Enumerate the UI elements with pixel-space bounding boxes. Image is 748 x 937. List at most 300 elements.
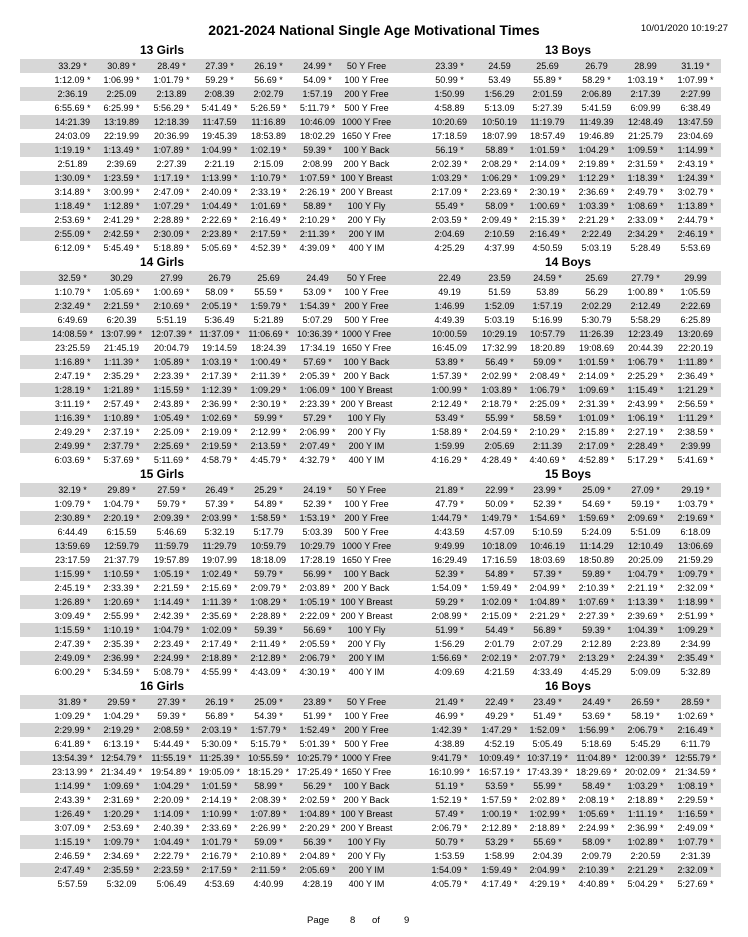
girls-time-cell: 54.39 * <box>254 711 283 721</box>
girls-time-cell: 2:14.19 * <box>201 795 238 805</box>
boys-time-cell: 1:56.29 <box>484 89 515 99</box>
event-name: 100 Y Free <box>344 75 389 85</box>
girls-time-cell: 2:30.89 * <box>54 513 91 523</box>
girls-time-cell: 1:15.59 * <box>153 385 190 395</box>
boys-time-cell: 2:28.49 * <box>627 441 664 451</box>
boys-time-cell: 1:03.39 * <box>578 201 615 211</box>
girls-time-cell: 2:49.99 * <box>54 441 91 451</box>
girls-time-cell: 1:12.39 * <box>201 385 238 395</box>
boys-time-cell: 27.79 * <box>631 273 660 283</box>
event-name: 50 Y Free <box>346 61 387 71</box>
girls-time-cell: 1:09.29 * <box>54 711 91 721</box>
girls-time-cell: 1:16.89 * <box>54 357 91 367</box>
boys-time-cell: 2:31.59 * <box>627 159 664 169</box>
girls-time-cell: 59.39 * <box>157 711 186 721</box>
boys-time-cell: 58.89 * <box>485 145 514 155</box>
boys-time-cell: 4:52.19 <box>484 739 515 749</box>
girls-time-cell: 30.29 <box>110 273 133 283</box>
event-name: 100 Y Breast <box>340 173 393 183</box>
time-standard-row <box>20 199 721 213</box>
event-name: 200 Y Breast <box>340 611 393 621</box>
girls-time-cell: 23.89 * <box>303 697 332 707</box>
girls-time-cell: 56.29 * <box>303 781 332 791</box>
girls-time-cell: 1:57.79 * <box>250 725 287 735</box>
girls-time-cell: 2:25.09 * <box>153 427 190 437</box>
time-standard-row <box>20 651 721 665</box>
event-name: 500 Y Free <box>344 315 389 325</box>
time-standard-row <box>20 807 721 821</box>
boys-time-cell: 22.49 <box>438 273 461 283</box>
boys-time-cell: 1:21.29 * <box>677 385 714 395</box>
boys-time-cell: 2:08.29 * <box>481 159 518 169</box>
girls-time-cell: 2:11.39 * <box>299 229 336 239</box>
girls-time-cell: 56.69 * <box>303 625 332 635</box>
girls-time-cell: 11:47.59 <box>202 117 237 127</box>
girls-time-cell: 13:54.39 * <box>51 753 94 763</box>
girls-time-cell: 2:21.19 <box>204 159 235 169</box>
girls-time-cell: 58.09 * <box>205 287 234 297</box>
girls-time-cell: 1:09.69 * <box>103 781 140 791</box>
girls-time-cell: 6:44.49 <box>57 527 88 537</box>
boys-time-cell: 2:14.09 * <box>529 159 566 169</box>
boys-time-cell: 2:15.39 * <box>529 215 566 225</box>
girls-time-cell: 2:11.49 * <box>250 639 287 649</box>
boys-time-cell: 5:41.59 <box>581 103 612 113</box>
boys-time-cell: 1:58.99 <box>484 851 515 861</box>
boys-time-cell: 22.49 * <box>485 697 514 707</box>
boys-time-cell: 1:59.49 * <box>481 865 518 875</box>
boys-time-cell: 21.49 * <box>435 697 464 707</box>
girls-time-cell: 1:09.79 * <box>103 837 140 847</box>
time-standard-row <box>20 497 721 511</box>
boys-time-cell: 50.99 * <box>435 75 464 85</box>
boys-time-cell: 59.19 * <box>631 499 660 509</box>
girls-time-cell: 1:10.79 * <box>250 173 287 183</box>
boys-time-cell: 2:27.99 <box>680 89 711 99</box>
girls-time-cell: 18:15.29 * <box>247 767 290 777</box>
boys-time-cell: 1:49.79 * <box>481 513 518 523</box>
girls-time-cell: 1:16.39 * <box>54 413 91 423</box>
boys-time-cell: 29.19 * <box>681 485 710 495</box>
boys-time-cell: 5:17.29 * <box>627 455 664 465</box>
boys-time-cell: 55.89 * <box>533 75 562 85</box>
time-standard-row <box>20 511 721 525</box>
time-standard-row <box>20 369 721 383</box>
boys-time-cell: 2:21.29 * <box>627 865 664 875</box>
girls-time-cell: 2:17.59 * <box>201 865 238 875</box>
girls-time-cell: 6:03.69 * <box>54 455 91 465</box>
boys-time-cell: 4:09.69 <box>434 667 465 677</box>
girls-time-cell: 5:51.19 <box>156 315 187 325</box>
boys-time-cell: 1:04.79 * <box>627 569 664 579</box>
girls-time-cell: 54.09 * <box>303 75 332 85</box>
boys-time-cell: 1:01.09 * <box>578 413 615 423</box>
boys-time-cell: 59.39 * <box>582 625 611 635</box>
girls-time-cell: 13:07.99 * <box>100 329 143 339</box>
girls-time-cell: 5:08.79 * <box>153 667 190 677</box>
girls-time-cell: 2:05.59 * <box>299 639 336 649</box>
boys-time-cell: 12:23.49 <box>627 329 664 339</box>
girls-time-cell: 26.79 <box>208 273 231 283</box>
girls-time-cell: 11:06.69 * <box>248 329 289 339</box>
time-standard-row <box>20 863 721 877</box>
boys-time-cell: 1:08.19 * <box>677 781 714 791</box>
boys-time-cell: 1:14.99 * <box>677 145 714 155</box>
boys-time-cell: 2:36.69 * <box>578 187 615 197</box>
boys-time-cell: 2:49.79 * <box>627 187 664 197</box>
boys-time-cell: 1:56.99 * <box>578 725 615 735</box>
event-name: 200 Y Free <box>344 89 389 99</box>
event-name: 100 Y Breast <box>340 809 393 819</box>
boys-time-cell: 2:31.39 * <box>578 399 615 409</box>
girls-time-cell: 5:17.79 <box>253 527 284 537</box>
girls-time-cell: 1:00.69 * <box>153 287 190 297</box>
girls-time-cell: 2:07.49 * <box>299 441 336 451</box>
boys-time-cell: 2:32.09 * <box>677 865 714 875</box>
girls-time-cell: 2:09.39 * <box>153 513 190 523</box>
boys-time-cell: 17:18.59 <box>431 131 468 141</box>
time-standard-row <box>20 637 721 651</box>
girls-time-cell: 5:18.89 * <box>153 243 190 253</box>
girls-time-cell: 27.99 <box>160 273 183 283</box>
time-standard-row <box>20 327 721 341</box>
girls-time-cell: 2:49.29 * <box>54 427 91 437</box>
boys-time-cell: 2:24.39 * <box>627 653 664 663</box>
boys-time-cell: 16:10.99 * <box>428 767 471 777</box>
boys-time-cell: 16:57.19 * <box>478 767 521 777</box>
girls-time-cell: 2:29.99 * <box>54 725 91 735</box>
girls-time-cell: 2:27.39 <box>156 159 187 169</box>
girls-time-cell: 27.59 * <box>157 485 186 495</box>
boys-time-cell: 49.29 * <box>485 711 514 721</box>
boys-time-cell: 1:05.59 <box>680 287 711 297</box>
girls-time-cell: 1:04.99 * <box>201 145 238 155</box>
boys-time-cell: 51.99 * <box>435 625 464 635</box>
girls-time-cell: 1:02.19 * <box>250 145 287 155</box>
time-standard-row <box>20 821 721 835</box>
event-name: 400 Y IM <box>348 455 385 465</box>
time-standard-row <box>20 665 721 679</box>
boys-time-cell: 53.49 <box>488 75 511 85</box>
boys-time-cell: 23.39 * <box>435 61 464 71</box>
boys-time-cell: 47.79 * <box>435 499 464 509</box>
girls-time-cell: 1:05.69 * <box>103 287 140 297</box>
girls-time-cell: 4:53.69 <box>204 879 235 889</box>
boys-time-cell: 1:09.69 * <box>578 385 615 395</box>
girls-time-cell: 56.99 * <box>303 569 332 579</box>
boys-time-cell: 55.99 * <box>533 781 562 791</box>
boys-time-cell: 54.89 * <box>485 569 514 579</box>
girls-time-cell: 59.39 * <box>254 625 283 635</box>
girls-time-cell: 19:57.89 <box>153 555 190 565</box>
girls-time-cell: 5:36.49 <box>204 315 235 325</box>
event-name: 200 Y Back <box>343 795 390 805</box>
boys-time-cell: 6:25.89 <box>680 315 711 325</box>
girls-time-cell: 17:34.19 <box>299 343 336 353</box>
girls-time-cell: 2:43.89 * <box>153 399 190 409</box>
boys-time-cell: 2:25.09 * <box>529 399 566 409</box>
boys-time-cell: 9:41.79 * <box>431 753 468 763</box>
boys-time-cell: 46.99 * <box>435 711 464 721</box>
event-name: 100 Y Fly <box>347 625 386 635</box>
girls-time-cell: 29.59 * <box>107 697 136 707</box>
girls-time-cell: 1:04.29 * <box>103 711 140 721</box>
boys-time-cell: 2:16.49 * <box>529 229 566 239</box>
boys-time-cell: 24.59 <box>488 61 511 71</box>
boys-time-cell: 2:08.19 * <box>578 795 615 805</box>
girls-time-cell: 2:37.79 * <box>103 441 140 451</box>
boys-time-cell: 54.69 * <box>582 499 611 509</box>
boys-time-cell: 4:16.29 * <box>431 455 468 465</box>
girls-time-cell: 4:58.79 * <box>201 455 238 465</box>
boys-time-cell: 5:03.19 <box>581 243 612 253</box>
boys-time-cell: 58.29 * <box>582 75 611 85</box>
boys-time-cell: 16:45.09 <box>431 343 468 353</box>
boys-time-cell: 24.49 * <box>582 697 611 707</box>
boys-time-cell: 2:10.39 * <box>578 865 615 875</box>
girls-time-cell: 1:04.79 * <box>103 499 140 509</box>
event-name: 200 Y Back <box>343 159 390 169</box>
girls-time-cell: 4:43.09 * <box>250 667 287 677</box>
girls-time-cell: 56.39 * <box>303 837 332 847</box>
boys-time-cell: 2:34.29 * <box>627 229 664 239</box>
event-name: 100 Y Fly <box>347 837 386 847</box>
girls-time-cell: 21:34.49 * <box>100 767 143 777</box>
time-standard-row <box>20 849 721 863</box>
boys-time-cell: 10:09.49 * <box>478 753 521 763</box>
boys-time-cell: 49.19 <box>438 287 461 297</box>
girls-time-cell: 2:41.29 * <box>103 215 140 225</box>
girls-time-cell: 19:07.99 <box>201 555 238 565</box>
event-name: 200 Y Fly <box>347 639 386 649</box>
time-standard-row <box>20 779 721 793</box>
boys-time-cell: 55.69 * <box>533 837 562 847</box>
event-name: 50 Y Free <box>346 273 387 283</box>
boys-time-cell: 9:49.99 <box>434 541 465 551</box>
girls-time-cell: 6:41.89 * <box>54 739 91 749</box>
boys-time-cell: 13:47.59 <box>677 117 714 127</box>
event-name: 50 Y Free <box>346 485 387 495</box>
boys-time-cell: 2:21.29 * <box>529 611 566 621</box>
event-name: 400 Y IM <box>348 879 385 889</box>
girls-time-cell: 4:28.19 <box>302 879 333 889</box>
girls-time-cell: 2:03.89 * <box>299 583 336 593</box>
boys-time-cell: 50.09 * <box>485 499 514 509</box>
boys-time-cell: 4:38.89 <box>434 739 465 749</box>
girls-time-cell: 2:23.49 * <box>153 639 190 649</box>
boys-time-cell: 12:48.49 <box>627 117 664 127</box>
event-name: 200 Y Fly <box>347 215 386 225</box>
girls-time-cell: 2:20.19 * <box>103 513 140 523</box>
boys-time-cell: 28.59 * <box>681 697 710 707</box>
boys-time-cell: 1:06.79 * <box>627 357 664 367</box>
boys-time-cell: 2:23.69 * <box>481 187 518 197</box>
boys-time-cell: 2:22.49 <box>581 229 612 239</box>
time-standard-row <box>20 425 721 439</box>
boys-time-cell: 2:10.59 <box>484 229 515 239</box>
event-name: 200 Y Breast <box>340 823 393 833</box>
boys-time-cell: 2:02.29 <box>581 301 612 311</box>
girls-time-cell: 59.79 * <box>157 499 186 509</box>
girls-time-cell: 5:34.59 * <box>103 667 140 677</box>
page-title: 2021-2024 National Single Age Motivational Times <box>208 22 540 38</box>
boys-time-cell: 1:02.69 * <box>677 711 714 721</box>
boys-time-cell: 25.69 <box>536 61 559 71</box>
boys-time-cell: 26.59 * <box>631 697 660 707</box>
boys-time-cell: 2:04.99 * <box>529 583 566 593</box>
time-standard-row <box>20 397 721 411</box>
girls-time-cell: 18:24.39 <box>250 343 287 353</box>
boys-time-cell: 10:29.19 <box>481 329 518 339</box>
boys-time-cell: 16:29.49 <box>431 555 468 565</box>
girls-time-cell: 18:53.89 <box>250 131 287 141</box>
boys-time-cell: 2:07.29 <box>532 639 563 649</box>
girls-time-cell: 2:03.99 * <box>201 513 238 523</box>
boys-time-cell: 1:01.59 * <box>578 357 615 367</box>
girls-time-cell: 3:09.49 * <box>54 611 91 621</box>
girls-time-cell: 2:57.49 * <box>103 399 140 409</box>
boys-time-cell: 2:15.09 * <box>481 611 518 621</box>
boys-time-cell: 19:46.89 <box>578 131 615 141</box>
girls-time-cell: 2:35.39 * <box>103 639 140 649</box>
boys-time-cell: 2:17.39 <box>630 89 661 99</box>
boys-time-cell: 5:04.29 * <box>627 879 664 889</box>
boys-time-cell: 21:34.59 * <box>674 767 717 777</box>
boys-time-cell: 53.29 * <box>485 837 514 847</box>
boys-time-cell: 21:59.29 <box>677 555 714 565</box>
girls-time-cell: 2:45.19 * <box>54 583 91 593</box>
boys-time-cell: 2:51.99 * <box>677 611 714 621</box>
boys-time-cell: 55.99 * <box>485 413 514 423</box>
event-name: 100 Y Back <box>343 145 390 155</box>
boys-time-cell: 1:08.69 * <box>627 201 664 211</box>
boys-time-cell: 10:37.19 * <box>526 753 569 763</box>
boys-time-cell: 2:11.39 <box>532 441 563 451</box>
boys-time-cell: 10:18.09 <box>481 541 518 551</box>
girls-time-cell: 1:01.59 * <box>201 781 238 791</box>
boys-time-cell: 1:12.29 * <box>578 173 615 183</box>
girls-time-cell: 1:04.79 * <box>153 625 190 635</box>
boys-time-cell: 2:01.59 <box>532 89 563 99</box>
boys-time-cell: 2:18.79 * <box>481 399 518 409</box>
boys-time-cell: 24.59 * <box>533 273 562 283</box>
boys-time-cell: 53.89 * <box>435 357 464 367</box>
boys-time-cell: 2:02.19 * <box>481 653 518 663</box>
girls-time-cell: 5:07.29 <box>302 315 333 325</box>
girls-time-cell: 2:06.79 * <box>299 653 336 663</box>
time-standard-row <box>20 171 721 185</box>
boys-time-cell: 2:02.39 * <box>431 159 468 169</box>
girls-time-cell: 4:32.79 * <box>299 455 336 465</box>
girls-time-cell: 2:11.39 * <box>250 371 287 381</box>
girls-time-cell: 55.59 * <box>254 287 283 297</box>
boys-time-cell: 6:38.49 <box>680 103 711 113</box>
girls-time-cell: 2:42.59 * <box>103 229 140 239</box>
boys-time-cell: 1:00.89 * <box>627 287 664 297</box>
boys-time-cell: 1:54.09 * <box>431 865 468 875</box>
girls-time-cell: 2:21.59 * <box>153 583 190 593</box>
boys-time-cell: 2:09.49 * <box>481 215 518 225</box>
boys-time-cell: 2:16.49 * <box>677 725 714 735</box>
girls-time-cell: 3:14.89 * <box>54 187 91 197</box>
girls-time-cell: 1:06.09 * <box>299 385 336 395</box>
boys-time-cell: 1:09.79 * <box>677 569 714 579</box>
girls-time-cell: 5:30.09 * <box>201 739 238 749</box>
girls-time-cell: 2:33.39 * <box>103 583 140 593</box>
boys-time-cell: 23:04.69 <box>677 131 714 141</box>
boys-time-cell: 5:05.49 <box>532 739 563 749</box>
girls-time-cell: 5:05.69 * <box>201 243 238 253</box>
boys-time-cell: 2:06.79 * <box>627 725 664 735</box>
boys-time-cell: 1:52.09 <box>484 301 515 311</box>
boys-time-cell: 2:19.69 * <box>677 513 714 523</box>
girls-time-cell: 2:19.59 * <box>201 441 238 451</box>
girls-time-cell: 5:32.09 <box>106 879 137 889</box>
girls-time-cell: 5:11.79 * <box>299 103 336 113</box>
boys-time-cell: 4:28.49 * <box>481 455 518 465</box>
time-standard-row <box>20 101 721 115</box>
girls-time-cell: 32.59 * <box>58 273 87 283</box>
girls-time-cell: 1:04.49 * <box>201 201 238 211</box>
girls-time-cell: 18:02.29 <box>299 131 336 141</box>
girls-time-cell: 2:09.79 * <box>250 583 287 593</box>
boys-time-cell: 5:30.79 <box>581 315 612 325</box>
girls-time-cell: 1:04.49 * <box>153 837 190 847</box>
event-name: 400 Y IM <box>348 243 385 253</box>
girls-time-cell: 23:13.99 * <box>51 767 94 777</box>
boys-time-cell: 2:17.09 * <box>578 441 615 451</box>
girls-time-cell: 24.99 * <box>303 61 332 71</box>
girls-time-cell: 1:12.09 * <box>54 75 91 85</box>
girls-section-title: 14 Girls <box>140 255 185 269</box>
event-name: 200 Y Free <box>344 513 389 523</box>
boys-time-cell: 22:20.19 <box>677 343 714 353</box>
boys-time-cell: 2:09.79 <box>581 851 612 861</box>
girls-time-cell: 2:49.09 * <box>54 653 91 663</box>
boys-time-cell: 10:57.79 <box>529 329 566 339</box>
girls-time-cell: 23:17.59 <box>54 555 91 565</box>
boys-time-cell: 1:06.79 * <box>529 385 566 395</box>
boys-time-cell: 53.69 * <box>582 711 611 721</box>
time-standard-row <box>20 299 721 313</box>
event-name: 200 Y Fly <box>347 427 386 437</box>
boys-time-cell: 1:11.19 * <box>627 809 664 819</box>
girls-time-cell: 1:53.19 * <box>299 513 336 523</box>
boys-time-cell: 1:03.19 * <box>627 75 664 85</box>
boys-time-cell: 11:26.39 <box>579 329 614 339</box>
girls-time-cell: 59.29 * <box>205 75 234 85</box>
boys-time-cell: 3:02.79 * <box>677 187 714 197</box>
girls-time-cell: 1:05.89 * <box>153 357 190 367</box>
girls-time-cell: 1:05.49 * <box>153 413 190 423</box>
girls-time-cell: 19:05.09 * <box>198 767 241 777</box>
event-name: 200 Y IM <box>348 229 385 239</box>
time-standard-row <box>20 143 721 157</box>
girls-time-cell: 5:57.59 <box>57 879 88 889</box>
girls-time-cell: 1:00.49 * <box>250 357 287 367</box>
boys-time-cell: 27.09 * <box>631 485 660 495</box>
girls-time-cell: 2:46.59 * <box>54 851 91 861</box>
girls-time-cell: 51.99 * <box>303 711 332 721</box>
girls-time-cell: 14:08.59 * <box>51 329 94 339</box>
boys-time-cell: 2:36.49 * <box>677 371 714 381</box>
time-standard-row <box>20 383 721 397</box>
boys-time-cell: 2:34.99 <box>680 639 711 649</box>
girls-time-cell: 1:19.19 * <box>54 145 91 155</box>
boys-time-cell: 2:12.89 <box>581 639 612 649</box>
girls-time-cell: 2:05.19 * <box>201 301 238 311</box>
boys-time-cell: 1:00.99 * <box>431 385 468 395</box>
